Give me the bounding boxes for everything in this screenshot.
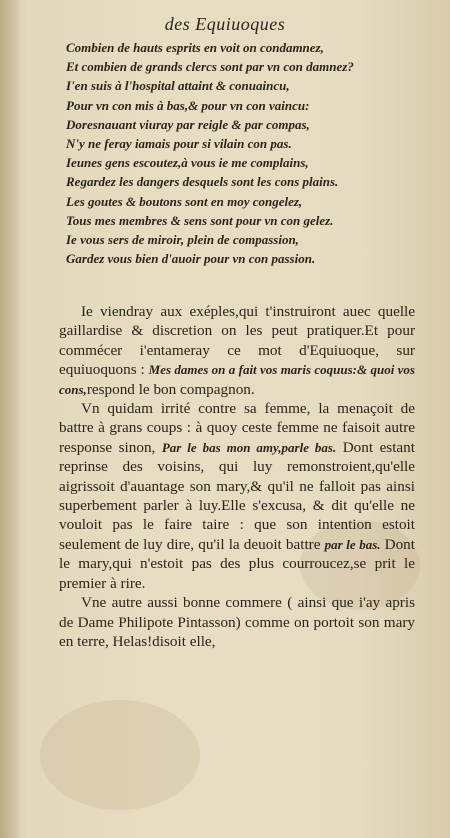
page-gutter-shadow (0, 0, 22, 838)
verse-line: Gardez vous bien d'auoir pour vn con passion. (66, 251, 316, 267)
paragraph-text: Ie viendray aux exéples,qui t'instruiront auec quelle gaillardise & discretion on les peut pratiquer.Et pour commécer i'entameray ce mot d'Equiuoque, sur equiuoquons : (59, 303, 415, 379)
verse-line: Pour vn con mis à bas,& pour vn con vaincu: (66, 97, 310, 113)
paragraph-text: respond le bon compagnon. (86, 380, 255, 398)
paragraph-text: Vne autre aussi bonne commere ( ainsi que i'ay apris de Dame Philipote Pintasson) comme on portoit son mary en terre, Helas!disoit elle, (59, 594, 415, 650)
verse-line: I'en suis à l'hospital attaint & conuaincu, (66, 78, 290, 94)
verse-line: Tous mes membres & sens sont pour vn con gelez. (66, 212, 334, 228)
italic-quote: Mes dames on a fait vos maris coquus:& quoi vos cons, (59, 362, 415, 397)
prose-body (59, 302, 415, 651)
paragraph-text: Vn quidam irrité contre sa femme, la menaçoit de battre à grans coups : à quoy ceste femme ne faisoit autre response sinon, (59, 400, 415, 456)
paragraph (59, 399, 415, 593)
paragraph (59, 302, 415, 399)
paragraph-text: Dont le mary,qui n'estoit pas des plus courroucez,se prit le premier à rire. (59, 535, 415, 592)
verse-line: Ie vous sers de miroir, plein de compassion, (66, 231, 299, 247)
verse-line: Doresnauant viuray par reigle & par compas, (66, 116, 310, 132)
paper-stain (40, 700, 200, 810)
italic-quote: Par le bas mon amy,parle bas. (161, 439, 337, 455)
verse-line: Les goutes & boutons sont en moy congelez, (66, 193, 303, 209)
italic-quote: par le bas. (324, 536, 381, 552)
verse-line: Regardez les dangers desquels sont les cons plains. (66, 174, 339, 190)
paragraph (59, 593, 415, 651)
verse-line: N'y ne feray iamais pour si vilain con pas. (66, 135, 292, 151)
running-title: des Equiuoques (164, 14, 286, 34)
verse-block (66, 38, 426, 268)
verse-line: Combien de hauts esprits en voit on condamnez, (66, 40, 324, 55)
paragraph-text: Dont estant reprinse des voisins, qui luy remonstroient,qu'elle aigrissoit d'auantage son mary,& qu'il ne falloit pas ainsi superbement parler à luy.Elle s'excusa, & dit qu'elle ne vouloit pas le faire taire : que son intention estoit seulement de luy dire, qu'il la deuoit battre (59, 438, 415, 553)
verse-line: Ieunes gens escoutez,à vous ie me complains, (66, 155, 309, 171)
verse-line: Et combien de grands clercs sont par vn con damnez? (66, 59, 354, 75)
